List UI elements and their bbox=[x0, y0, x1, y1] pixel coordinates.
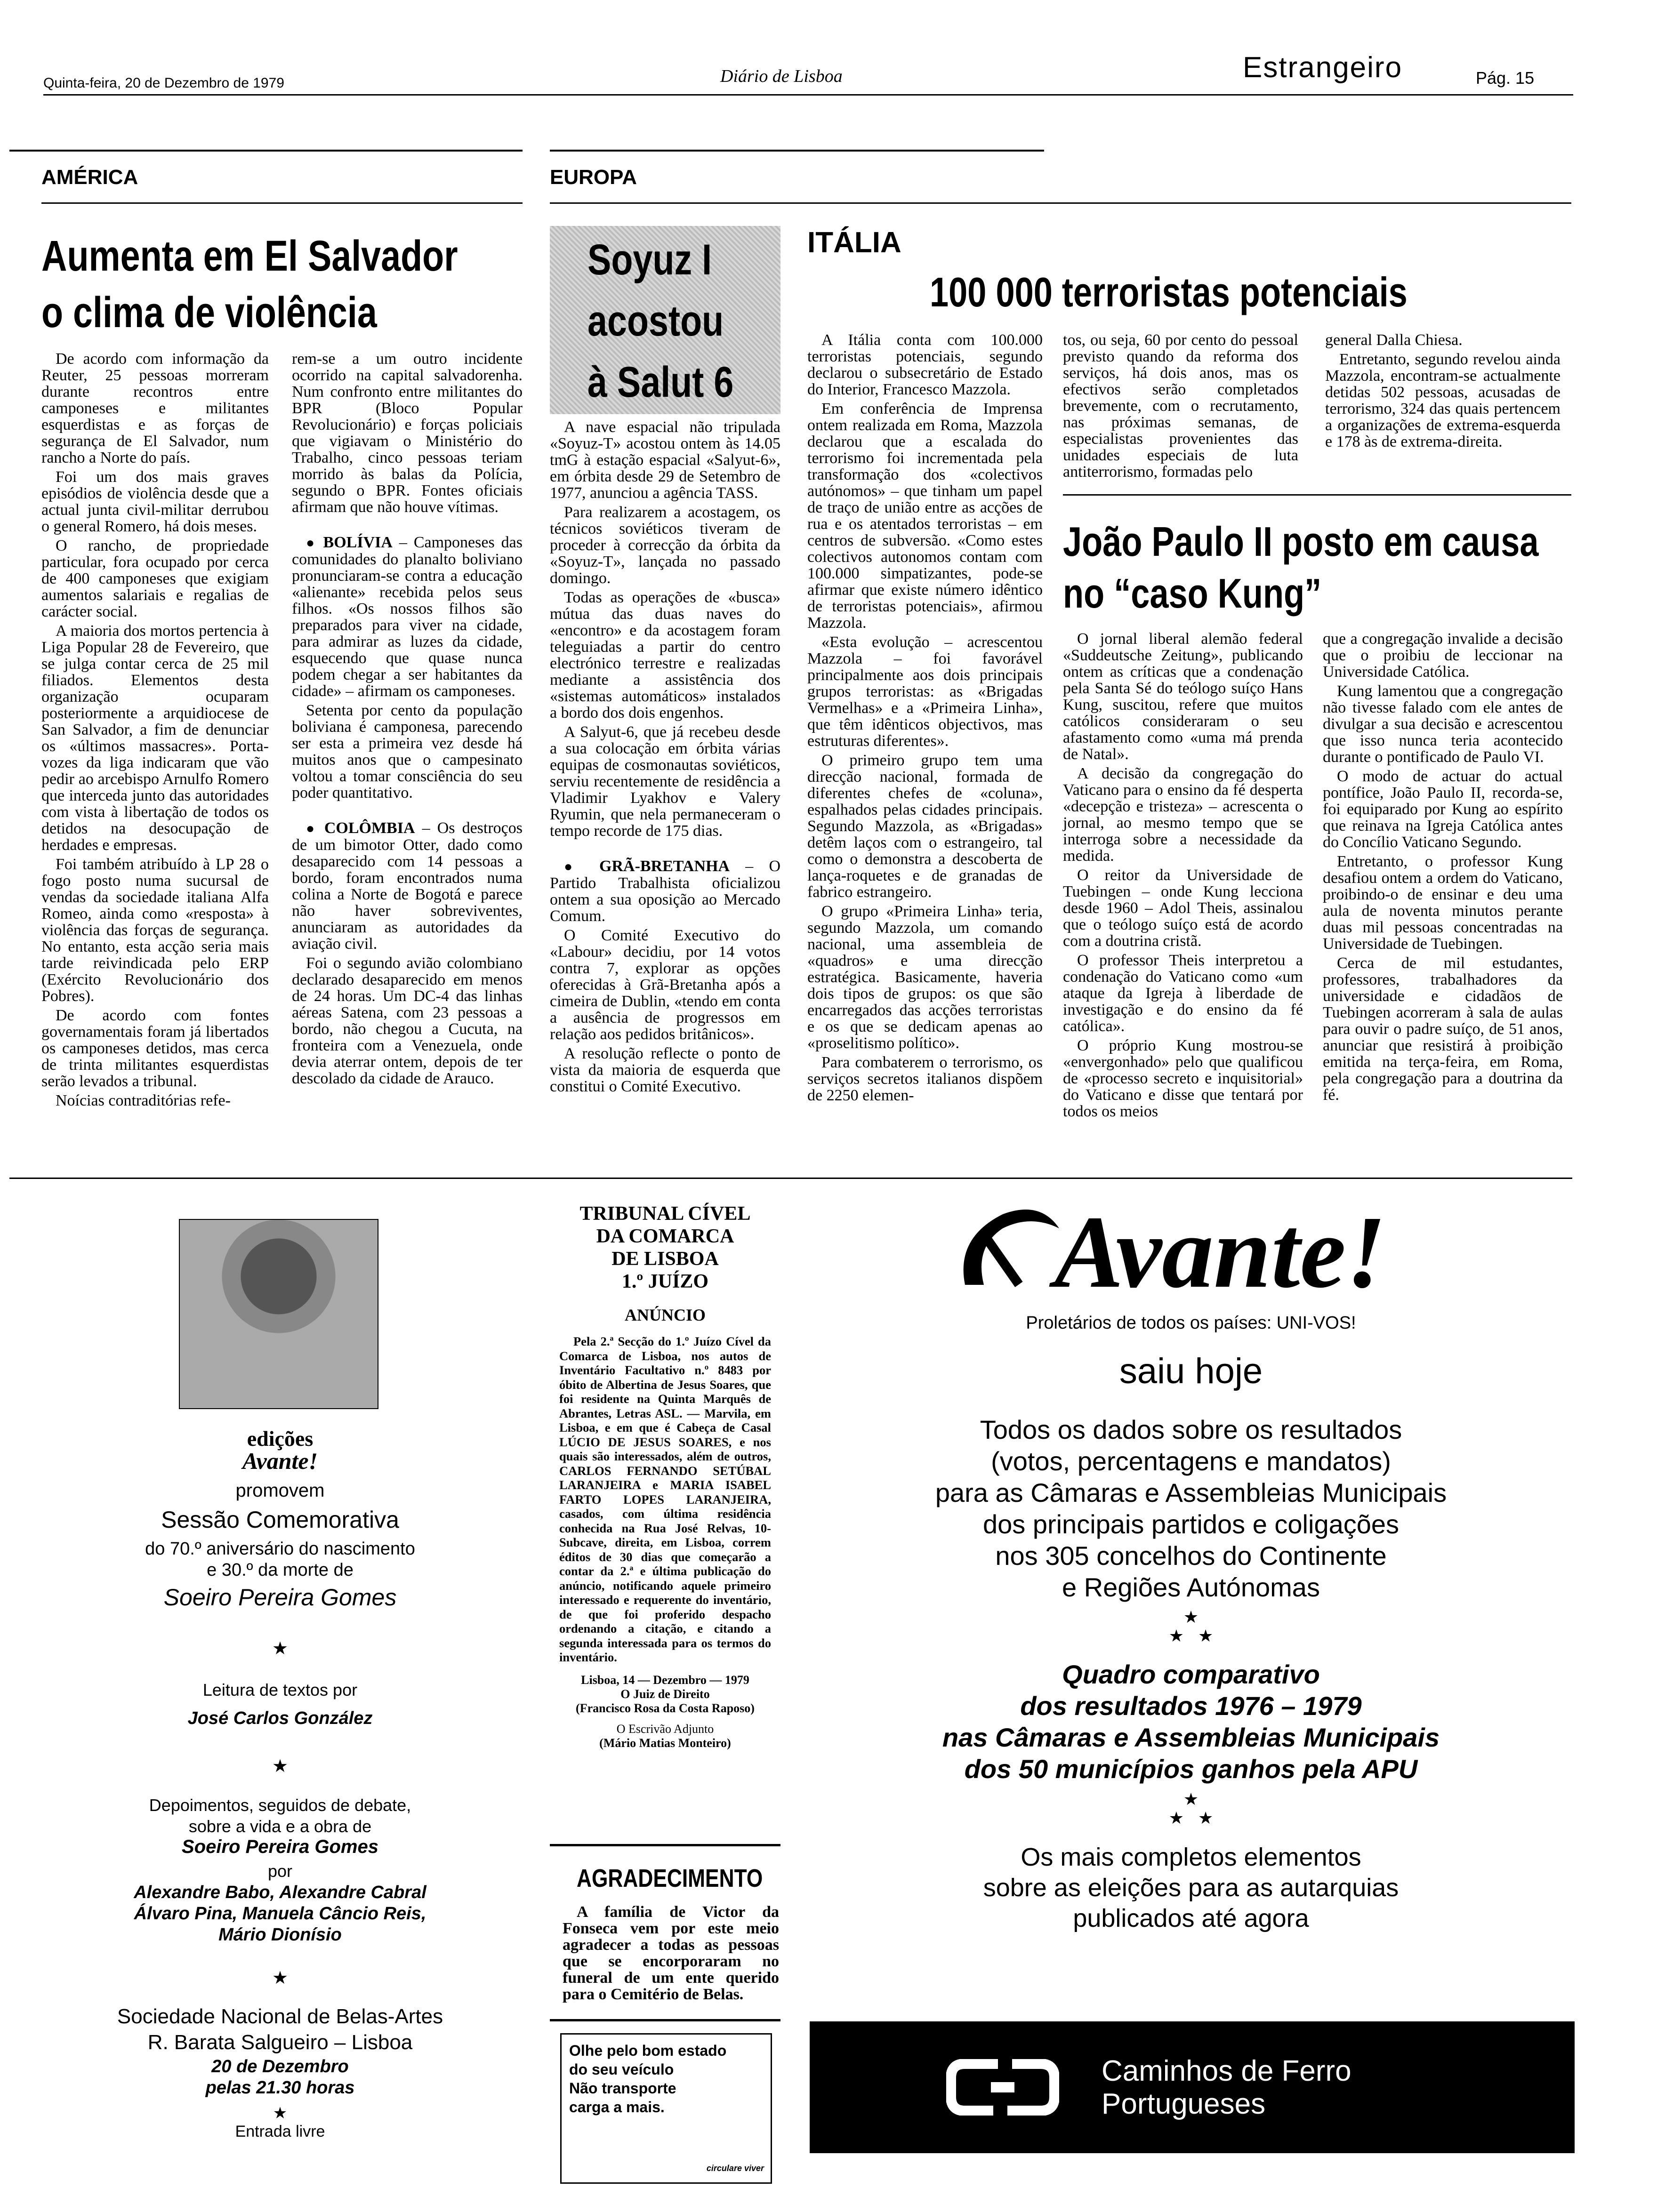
hammer-sickle-icon bbox=[946, 1200, 1069, 1294]
star-icon: ★ bbox=[1183, 1607, 1199, 1627]
paragraph: A resolução reflecte o ponto de vista da maioria de esquerda que constitui o Comité Executivo. bbox=[550, 1045, 780, 1095]
italia-country-label: ITÁLIA bbox=[807, 226, 901, 259]
paragraph: Para realizarem a acostagem, os técnicos soviéticos tiveram de proceder à correcção da órbita da «Soyuz-T», lançada no passado domingo. bbox=[550, 504, 780, 587]
tribunal-notice bbox=[550, 1202, 780, 1857]
event-time: pelas 21.30 horas bbox=[205, 2078, 355, 2098]
kung-column-1 bbox=[1063, 631, 1303, 1122]
america-headline-2: o clima de violência bbox=[41, 289, 377, 337]
star-icon: ★ bbox=[272, 1756, 289, 1776]
avante-italic-3: nas Câmaras e Assembleias Municipais bbox=[942, 1723, 1440, 1752]
masthead-date: Quinta-feira, 20 de Dezembro de 1979 bbox=[43, 75, 284, 91]
avante-italic-2: dos resultados 1976 – 1979 bbox=[1020, 1691, 1362, 1721]
tribunal-date: Lisboa, 14 — Dezembro — 1979 bbox=[581, 1673, 749, 1687]
paragraph: O Comité Executivo do «Labour» decidiu, por 14 votos contra 7, explorar as opções oferecidas à Grã-Bretanha após a cimeira de Dublin, «tendo em conta a ausência de progressos em relação aos pedidos britânicos». bbox=[550, 927, 780, 1043]
paragraph: Para combaterem o terrorismo, os serviços secretos italianos dispõem de 2250 elemen- bbox=[807, 1054, 1043, 1104]
escrivao-label: O Escrivão Adjunto bbox=[616, 1722, 714, 1736]
avante-body-4: dos principais partidos e coligações bbox=[982, 1509, 1400, 1539]
tribunal-h1: TRIBUNAL CÍVEL bbox=[579, 1203, 751, 1225]
reading-label: Leitura de textos por bbox=[202, 1680, 358, 1699]
page-divider bbox=[9, 1178, 1572, 1179]
paragraph: A maioria dos mortos pertencia à Liga Popular 28 de Fevereiro, que se julga contar cerca de 25 mil filiados. Elementos desta organização ocuparam posteriormente a arquidiocese de San Salvador, a fim de denunciar os «últimos massacres». Porta-vozes da liga indicaram que vão pedir ao arcebispo Arnulfo Romero que interceda junto das autoridades com vista à libertação de todos os detidos na desocupação de herdades e empresas. bbox=[41, 622, 269, 854]
paragraph: A Itália conta com 100.000 terroristas potenciais, segundo declarou o subsecretário de Estado do Interior, Francesco Mazzola. bbox=[807, 331, 1043, 398]
venue-2: R. Barata Salgueiro – Lisboa bbox=[147, 2031, 413, 2054]
people-1: Alexandre Babo, Alexandre Cabral bbox=[134, 1883, 426, 1902]
italia-column-2 bbox=[1063, 332, 1298, 483]
paragraph: Foi o segundo avião colombiano declarado desaparecido em menos de 24 horas. Um DC-4 das linhas aéreas Satena, com 23 pessoas a bordo, não chegou a Cucuta, na fronteira com a Venezuela, onde devia aterrar ontem, depois de ter descolado da cidade de Arauco. bbox=[292, 954, 523, 1087]
paragraph: De acordo com fontes governamentais foram já libertados os camponeses detidos, mas cerca de trinta militantes esquerdistas serão levados a tribunal. bbox=[41, 1007, 269, 1090]
paragraph: Foi também atribuído à LP 28 o fogo posto numa sucursal de vendas da sociedade italiana Alfa Romeo, ainda como «resposta» à violência das forças de segurança. No entanto, esta acção seria mais tarde reivindicada pelo ERP (Exército Revolucionário dos Pobres). bbox=[41, 856, 269, 1005]
avante-body-3: para as Câmaras e Assembleias Municipais bbox=[935, 1478, 1447, 1507]
paragraph: O reitor da Universidade de Tuebingen – onde Kung lecciona desde 1960 – Adol Theis, assinalou que o teólogo suíço está de acordo com a doutrina cristã. bbox=[1063, 866, 1303, 950]
avante-ad bbox=[810, 1195, 1572, 1939]
kung-headline-2: no “caso Kung” bbox=[1063, 570, 1322, 617]
avante-body-1: Todos os dados sobre os resultados bbox=[980, 1415, 1402, 1444]
juiz-name: (Francisco Rosa da Costa Raposo) bbox=[576, 1701, 755, 1715]
avante-italic-1: Quadro comparativo bbox=[1062, 1659, 1320, 1689]
italia-kung-rule bbox=[1063, 494, 1571, 496]
bullet-icon: ● bbox=[306, 821, 324, 836]
edicoes-logo-top: edições bbox=[247, 1427, 314, 1451]
star-icon: ★ bbox=[1183, 1789, 1199, 1809]
avante-logo: Avante! bbox=[1054, 1194, 1386, 1309]
entry-label: Entrada livre bbox=[235, 2123, 325, 2140]
paragraph: A Salyut-6, que já recebeu desde a sua colocação em órbita várias equipas de cosmonautas soviéticos, serviu recentemente de residência a Vladimir Lyakhov e Valery Ryumin, que nela permaneceram o tempo recorde de 175 dias. bbox=[550, 723, 780, 840]
avante-italic-4: dos 50 municípios ganhos pela APU bbox=[964, 1754, 1418, 1784]
avante-body-2: (votos, percentagens e mandatos) bbox=[991, 1446, 1391, 1476]
paragraph: Entretanto, o professor Kung desafiou ontem a ordem do Vaticano, proibindo-o de ensinar e deu uma aula de noventa minutos perante duas mil pessoas concentradas na Universidade de Tuebingen. bbox=[1323, 853, 1563, 953]
america-section-label: AMÉRICA bbox=[41, 166, 138, 189]
paragraph: Kung lamentou que a congregação não tivesse falado com ele antes de divulgar a sua decisão e acrescentou que isso nunca teria acontecido durante o pontificado de Paulo VI. bbox=[1323, 682, 1563, 766]
avante-slogan: Proletários de todos os países: UNI-VOS! bbox=[1026, 1313, 1356, 1333]
star-pair-icon: ★ ★ bbox=[1168, 1626, 1214, 1645]
paragraph: O jornal liberal alemão federal «Suddeutsche Zeitung», publicando ontem as críticas que a condenação pela Santa Sé do teólogo suíço Hans Kung, suscitou, refere que muitos católicos consideraram o seu afastamento como «uma má prenda de Natal». bbox=[1063, 630, 1303, 763]
masthead-paper: Diário de Lisboa bbox=[720, 66, 843, 86]
edicoes-logo-bottom: Avante! bbox=[242, 1448, 318, 1474]
avante-close-3: publicados até agora bbox=[1073, 1904, 1309, 1932]
italia-column-3 bbox=[1325, 332, 1560, 453]
paragraph: Setenta por cento da população boliviana é camponesa, parecendo ser esta a primeira vez desde há muitos anos que o campesinato voltou a tomar consciência do seu poder quantitativo. bbox=[292, 702, 523, 801]
event-line-1: do 70.º aniversário do nascimento bbox=[145, 1539, 415, 1559]
tribunal-body: Pela 2.ª Secção do 1.º Juízo Cível da Comarca de Lisboa, nos autos de Inventário Facultativo n.º 8483 por óbito de Albertina de Jesus Soares, que foi residente na Quinta Marquês de Abrantes, Letras ASL. — Marvila, em Lisboa, e em que é Cabeça de Casal LÚCIO DE JESUS SOARES, e nos quais são interessados, além de outros, CARLOS FERNANDO SETÚBAL LARANJEIRA e MARIA ISABEL FARTO LOPES LARANJEIRA, casados, com última residência conhecida na Rua José Relvas, 10-Subcave, direita, em Lisboa, correm éditos de 30 dias que começarão a contar da 2.ª e última publicação do anúncio, notificando aquele primeiro interessado e requerente do inventário, de que foi proferido despacho ordenando a citação, e citando a segunda interessada para os termos do inventário. bbox=[559, 1334, 771, 1664]
paragraph: O modo de actuar do actual pontífice, João Paulo II, recorda-se, foi equiparado por Kung ao espírito que reinava na Igreja Católica antes do Concílio Vaticano Segundo. bbox=[1323, 768, 1563, 851]
paragraph: Cerca de mil estudantes, professores, trabalhadores da universidade e cidadãos de Tuebingen acorreram à sala de aulas para ouvir o padre suíço, de 51 anos, anunciar que resistirá à proibição emitida na terça-feira, em Roma, pela congregação para a doutrina da fé. bbox=[1323, 954, 1563, 1104]
soyuz-headline-3: à Salut 6 bbox=[587, 358, 734, 406]
dep-line-1: Depoimentos, seguidos de debate, bbox=[149, 1795, 411, 1815]
avante-close-1: Os mais completos elementos bbox=[1021, 1843, 1361, 1871]
transit-line-3: Não transporte bbox=[569, 2080, 676, 2097]
event-title: Sessão Comemorativa bbox=[161, 1507, 399, 1533]
europa-rule-top bbox=[550, 150, 1044, 152]
soyuz-headline-2: acostou bbox=[587, 297, 724, 345]
photo-portrait bbox=[179, 1219, 378, 1409]
event-date: 20 de Dezembro bbox=[211, 2057, 349, 2076]
paragraph: A decisão da congregação do Vaticano para o ensino da fé desperta «decepção e tristeza» – acrescenta o jornal, ao mesmo tempo que se interroga sobre a necessidade da medida. bbox=[1063, 765, 1303, 865]
paragraph: tos, ou seja, 60 por cento do pessoal previsto quando da reforma dos serviços, há dois anos, mas os efectivos serão completados brevemente, com o recrutamento, nas próximas semanas, de especialistas provenientes das unidades especiais de luta antiterrorismo, formadas pelo bbox=[1063, 331, 1298, 481]
transit-line-4: carga a mais. bbox=[569, 2099, 665, 2116]
transit-line-1: Olhe pelo bom estado bbox=[569, 2042, 727, 2059]
transit-box bbox=[560, 2033, 772, 2184]
venue-1: Sociedade Nacional de Belas-Artes bbox=[117, 2005, 443, 2028]
europa-rule-sect bbox=[550, 202, 1571, 204]
avante-body-5: nos 305 concelhos do Continente bbox=[995, 1541, 1387, 1571]
soyuz-photo-panel bbox=[550, 226, 780, 414]
soyuz-headline-1: Soyuz I bbox=[587, 236, 712, 284]
paragraph: O grupo «Primeira Linha» teria, segundo Mazzola, um comando nacional, uma assembleia de «quadros» e uma direcção estratégica. Basicamente, haveria dois tipos de grupos: os que são encarregados das acções terroristas e os que se dedicam apenas ao «proselitismo político». bbox=[807, 903, 1043, 1052]
event-line-2: e 30.º da morte de bbox=[207, 1560, 354, 1580]
tribunal-rule bbox=[550, 1844, 780, 1846]
colombia-paragraph bbox=[292, 820, 523, 952]
dep-line-2: sobre a vida e a obra de bbox=[188, 1817, 372, 1836]
transit-brand: circulare viver bbox=[706, 2164, 764, 2173]
america-headline-1: Aumenta em El Salvador bbox=[41, 232, 458, 280]
america-column-2 bbox=[292, 351, 523, 1090]
cp-banner bbox=[810, 2021, 1575, 2153]
por-label: por bbox=[267, 1861, 293, 1881]
colombia-text: – Os destroços de um bimotor Otter, dado como desaparecido com 14 pessoas a bordo, foram encontrados numa colina a Norte de Bogotá e parece não haver sobreviventes, anunciaram as autoridades da aviação civil. bbox=[292, 819, 523, 953]
bullet-icon: ● bbox=[306, 535, 323, 551]
star-icon: ★ bbox=[273, 2104, 288, 2122]
agradecimento-body: A família de Victor da Fonseca vem por este meio agradecer a todas as pessoas que se encorporaram no funeral de um ente querido para o Cemitério de Belas. bbox=[563, 1903, 779, 2003]
paragraph: «Esta evolução – acrescentou Mazzola – foi favorável principalmente aos dois principais grupos terroristas: as «Brigadas Vermelhas» e a «Primeira Linha», que têm idênticos objectivos, mas estruturas diferentes». bbox=[807, 633, 1043, 750]
escrivao-name: (Mário Matias Monteiro) bbox=[599, 1736, 731, 1750]
agradecimento-title: AGRADECIMENTO bbox=[577, 1864, 763, 1892]
america-rule-top bbox=[9, 150, 523, 152]
event-name: Soeiro Pereira Gomes bbox=[163, 1584, 397, 1611]
star-icon: ★ bbox=[272, 1968, 289, 1988]
paragraph: O próprio Kung mostrou-se «envergonhado» pelo que qualificou de «processo secreto e inquisitorial» do Vaticano e disse que tentará por todos os meios bbox=[1063, 1037, 1303, 1120]
masthead-page: Pág. 15 bbox=[1476, 68, 1535, 88]
agradecimento-rule bbox=[550, 2019, 780, 2021]
gb-text: – O Partido Trabalhista oficializou ontem a sua oposição ao Mercado Comum. bbox=[550, 858, 780, 925]
transit-line-2: do seu veículo bbox=[569, 2061, 674, 2078]
soyuz-column bbox=[550, 419, 780, 1098]
avante-body-6: e Regiões Autónomas bbox=[1062, 1572, 1320, 1602]
cp-line-1: Caminhos de Ferro bbox=[1102, 2055, 1351, 2087]
paragraph: Noícias contraditórias refe- bbox=[56, 1092, 231, 1109]
bolivia-tag: BOLÍVIA bbox=[323, 534, 393, 551]
america-column-1 bbox=[41, 351, 269, 1112]
paragraph: que a congregação invalide a decisão que o proibiu de leccionar na Universidade Católica. bbox=[1323, 630, 1563, 681]
dep-line-3: Soeiro Pereira Gomes bbox=[182, 1836, 378, 1857]
paragraph: Foi um dos mais graves episódios de violência desde que a actual junta civil-militar derrubou o general Romero, há dois meses. bbox=[41, 468, 269, 535]
gb-tag: GRÃ-BRETANHA bbox=[599, 858, 730, 875]
paragraph: De acordo com informação da Reuter, 25 pessoas morreram durante recontros entre camponeses e militantes esquerdistas e as forças de segurança de El Salvador, num rancho a Norte do país. bbox=[41, 350, 269, 466]
paragraph: Entretanto, segundo revelou ainda Mazzola, encontram-se actualmente detidas 502 pessoas, acusadas de terrorismo, 324 das quais pertencem a organizações de extrema-esquerda e 178 às de extrema-direita. bbox=[1325, 351, 1560, 450]
edicoes-ad bbox=[38, 1191, 523, 2184]
paragraph: Todas as operações de «busca» mútua das duas naves do «encontro» e da acostagem foram teleguiadas a partir do centro electrónico terrestre e realizadas mediante a assistência dos «sistemas automáticos» instalados a bordo dos dois engenhos. bbox=[550, 589, 780, 721]
cp-line-2: Portugueses bbox=[1102, 2088, 1266, 2120]
avante-close-2: sobre as eleições para as autarquias bbox=[983, 1874, 1399, 1902]
tribunal-h3: DE LISBOA bbox=[611, 1248, 719, 1270]
anuncio-label: ANÚNCIO bbox=[624, 1306, 706, 1324]
paragraph: Em conferência de Imprensa ontem realizada em Roma, Mazzola declarou que a escalada do terrorismo foi incrementada pela transformação dos «colectivos autónomos» – que tinham um papel de traço de união entre as acções de rua e os atentados terroristas – em centros de subversão. «Como estes colectivos autonomos contam com 100.000 simpatizantes, pode-se afirmar que existe número idêntico de terroristas potenciais», afirmou Mazzola. bbox=[807, 400, 1043, 632]
bullet-icon: ● bbox=[564, 859, 600, 874]
juiz-label: O Juiz de Direito bbox=[620, 1687, 710, 1701]
europa-section-label: EUROPA bbox=[550, 166, 637, 189]
italia-headline: 100 000 terroristas potenciais bbox=[930, 269, 1408, 315]
paragraph: general Dalla Chiesa. bbox=[1325, 331, 1463, 349]
paragraph: A nave espacial não tripulada «Soyuz-T» acostou ontem às 14.05 tmG à estação espacial «Salyut-6», em órbita desde 29 de Setembro de 1977, anunciou a agência TASS. bbox=[550, 418, 780, 502]
bolivia-paragraph bbox=[292, 534, 523, 699]
italia-column-1 bbox=[807, 332, 1043, 1106]
avante-saiu: saiu hoje bbox=[1119, 1351, 1263, 1391]
tribunal-h4: 1.º JUÍZO bbox=[621, 1271, 709, 1292]
tribunal-h2: DA COMARCA bbox=[596, 1226, 734, 1247]
cp-logo-icon bbox=[946, 2059, 1059, 2116]
paragraph: rem-se a um outro incidente ocorrido na capital salvadorenha. Num confronto entre militantes do BPR (Bloco Popular Revolucionário) e forças policiais que vigiavam o Ministério do Trabalho, cinco pessoas teriam morrido às balas da Polícia, segundo o BPR. Fontes oficiais afirmam que não houve vítimas. bbox=[292, 350, 523, 516]
bolivia-text: – Camponeses das comunidades do planalto boliviano pronunciaram-se contra a educação «alienante» recebida pelos seus filhos. «Os nossos filhos são preparados para viver na cidade, para admirar as luzes da cidade, esquecendo que quase nunca podem chegar a ser habitantes da cidade» – afirmam os camponeses. bbox=[292, 534, 523, 700]
star-pair-icon: ★ ★ bbox=[1168, 1808, 1214, 1827]
people-2: Álvaro Pina, Manuela Câncio Reis, bbox=[134, 1904, 426, 1923]
masthead-rule bbox=[43, 94, 1573, 96]
gb-paragraph bbox=[550, 858, 780, 924]
promovem: promovem bbox=[235, 1480, 325, 1501]
star-icon: ★ bbox=[272, 1639, 289, 1659]
kung-headline-1: João Paulo II posto em causa bbox=[1063, 518, 1539, 565]
paragraph: O professor Theis interpretou a condenação do Vaticano como «um ataque da Igreja à liberdade de investigação e do ensino da fé católica». bbox=[1063, 952, 1303, 1035]
kung-column-2 bbox=[1323, 631, 1563, 1106]
people-3: Mário Dionísio bbox=[218, 1925, 342, 1945]
paragraph: O primeiro grupo tem uma direcção nacional, formada de diferentes chefes de «coluna», espalhados pelas cidades principais. Segundo Mazzola, as «Brigadas» detêm laços com o estrangeiro, tal como o demonstra a descoberta de lança-roquetes e de granadas de fabrico estrangeiro. bbox=[807, 752, 1043, 901]
paragraph: O rancho, de propriedade particular, fora ocupado por cerca de 400 camponeses que exigiam aumentos salariais e regalias de carácter social. bbox=[41, 537, 269, 620]
reader-name: José Carlos González bbox=[187, 1708, 373, 1728]
masthead-section: Estrangeiro bbox=[1243, 51, 1403, 84]
america-rule-sect bbox=[41, 202, 523, 204]
colombia-tag: COLÔMBIA bbox=[324, 819, 415, 837]
